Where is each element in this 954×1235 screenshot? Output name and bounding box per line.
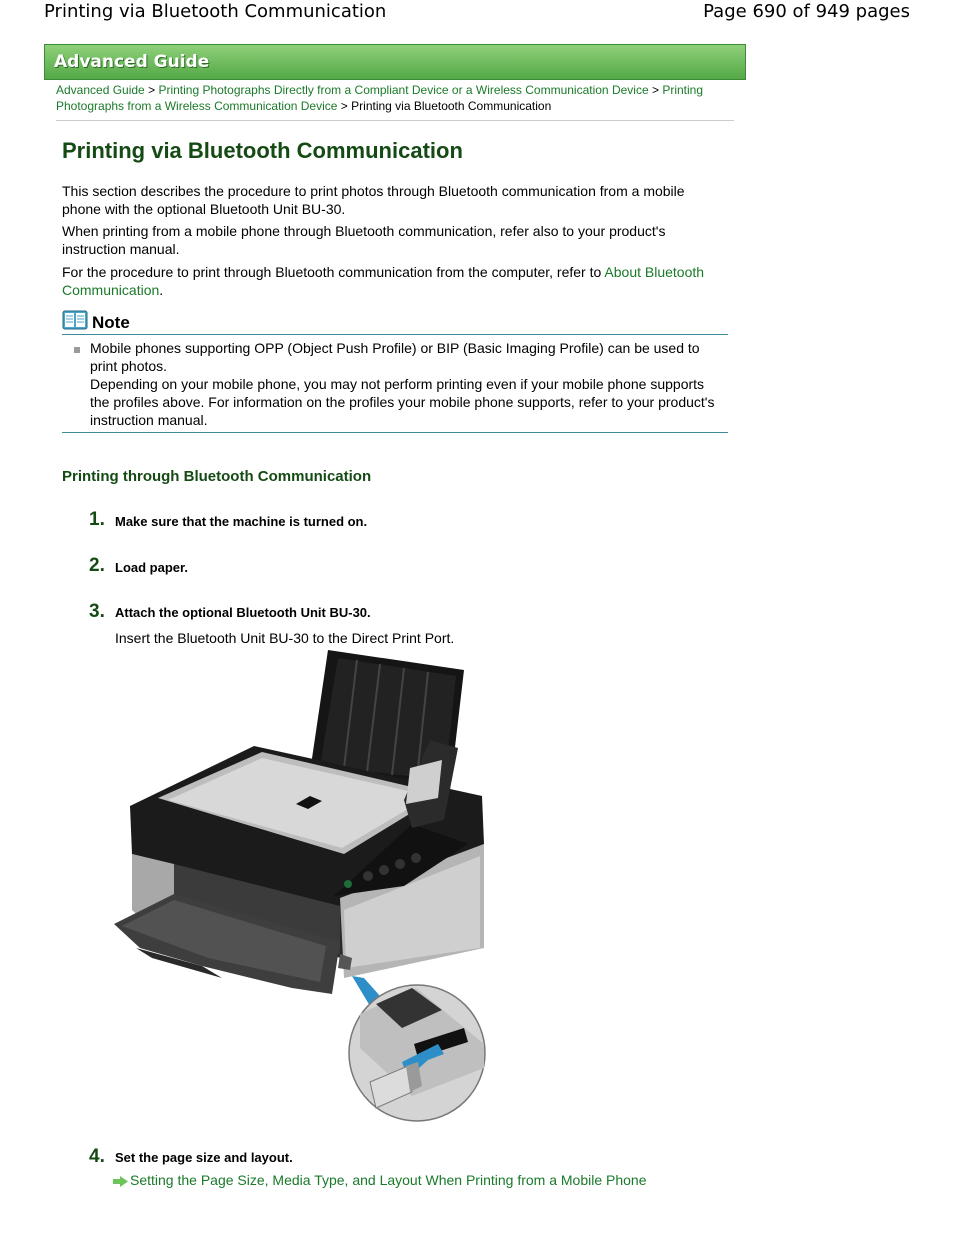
document-title: Printing via Bluetooth Communication <box>44 1 387 22</box>
breadcrumb <box>56 82 734 114</box>
advanced-guide-banner <box>44 44 746 80</box>
note-body <box>62 339 728 433</box>
note-header <box>62 309 728 335</box>
breadcrumb-link-printing-directly[interactable]: Printing Photographs Directly from a Compliant Device or a Wireless Communication Device <box>158 83 649 97</box>
printer-illustration <box>112 648 492 1126</box>
breadcrumb-divider <box>56 120 734 121</box>
breadcrumb-link-advanced-guide[interactable]: Advanced Guide <box>56 83 145 97</box>
intro-paragraph-1: This section describes the procedure to print photos through Bluetooth communication from a mobile phone with the optional Bluetooth Unit BU-30. <box>62 183 685 217</box>
note-line-1: Mobile phones supporting OPP (Object Push Profile) or BIP (Basic Imaging Profile) can be used to print photos. <box>90 340 700 374</box>
step-3-number: 3. <box>89 601 105 622</box>
step-1-text: Make sure that the machine is turned on. <box>115 514 368 529</box>
note-label: Note <box>92 313 130 332</box>
page-size-layout-link[interactable]: Setting the Page Size, Media Type, and Layout When Printing from a Mobile Phone <box>130 1172 647 1188</box>
breadcrumb-separator: > <box>651 83 659 97</box>
arrow-right-icon <box>113 1176 128 1187</box>
book-icon <box>62 309 88 331</box>
step-3-description: Insert the Bluetooth Unit BU-30 to the Direct Print Port. <box>115 630 455 646</box>
breadcrumb-separator: > <box>340 99 348 113</box>
intro-paragraph-3-text: For the procedure to print through Bluetooth communication from the computer, refer to <box>62 264 602 280</box>
about-bluetooth-link[interactable]: About Bluetooth Communication <box>62 264 705 298</box>
step-3-text: Attach the optional Bluetooth Unit BU-30. <box>115 605 371 620</box>
step-1-number: 1. <box>89 509 105 530</box>
page-indicator: Page 690 of 949 pages <box>703 1 910 22</box>
step-2-number: 2. <box>89 555 105 576</box>
banner-label: Advanced Guide <box>54 52 210 72</box>
intro-paragraph-2: When printing from a mobile phone through Bluetooth communication, refer also to your product's instruction manual. <box>62 223 666 257</box>
step-2-text: Load paper. <box>115 560 188 575</box>
breadcrumb-link-wireless-device[interactable]: Printing Photographs from a Wireless Communication Device <box>56 83 704 113</box>
intro-paragraph-3-end: . <box>159 282 164 298</box>
step-4-number: 4. <box>89 1146 105 1167</box>
note-line-2: Depending on your mobile phone, you may not perform printing even if your mobile phone supports the profiles above. For information on the profiles your mobile phone supports, refer to your product's instruction manual. <box>90 376 715 428</box>
note-text <box>90 339 720 429</box>
step-4-link-row <box>113 1172 647 1188</box>
section-title: Printing through Bluetooth Communication <box>62 468 372 485</box>
bullet-icon <box>74 347 80 353</box>
intro-paragraph-3 <box>62 263 726 299</box>
page-header <box>0 0 954 26</box>
page-title: Printing via Bluetooth Communication <box>62 138 463 163</box>
breadcrumb-current: Printing via Bluetooth Communication <box>351 99 552 113</box>
step-4-text: Set the page size and layout. <box>115 1150 293 1165</box>
breadcrumb-separator: > <box>148 83 156 97</box>
